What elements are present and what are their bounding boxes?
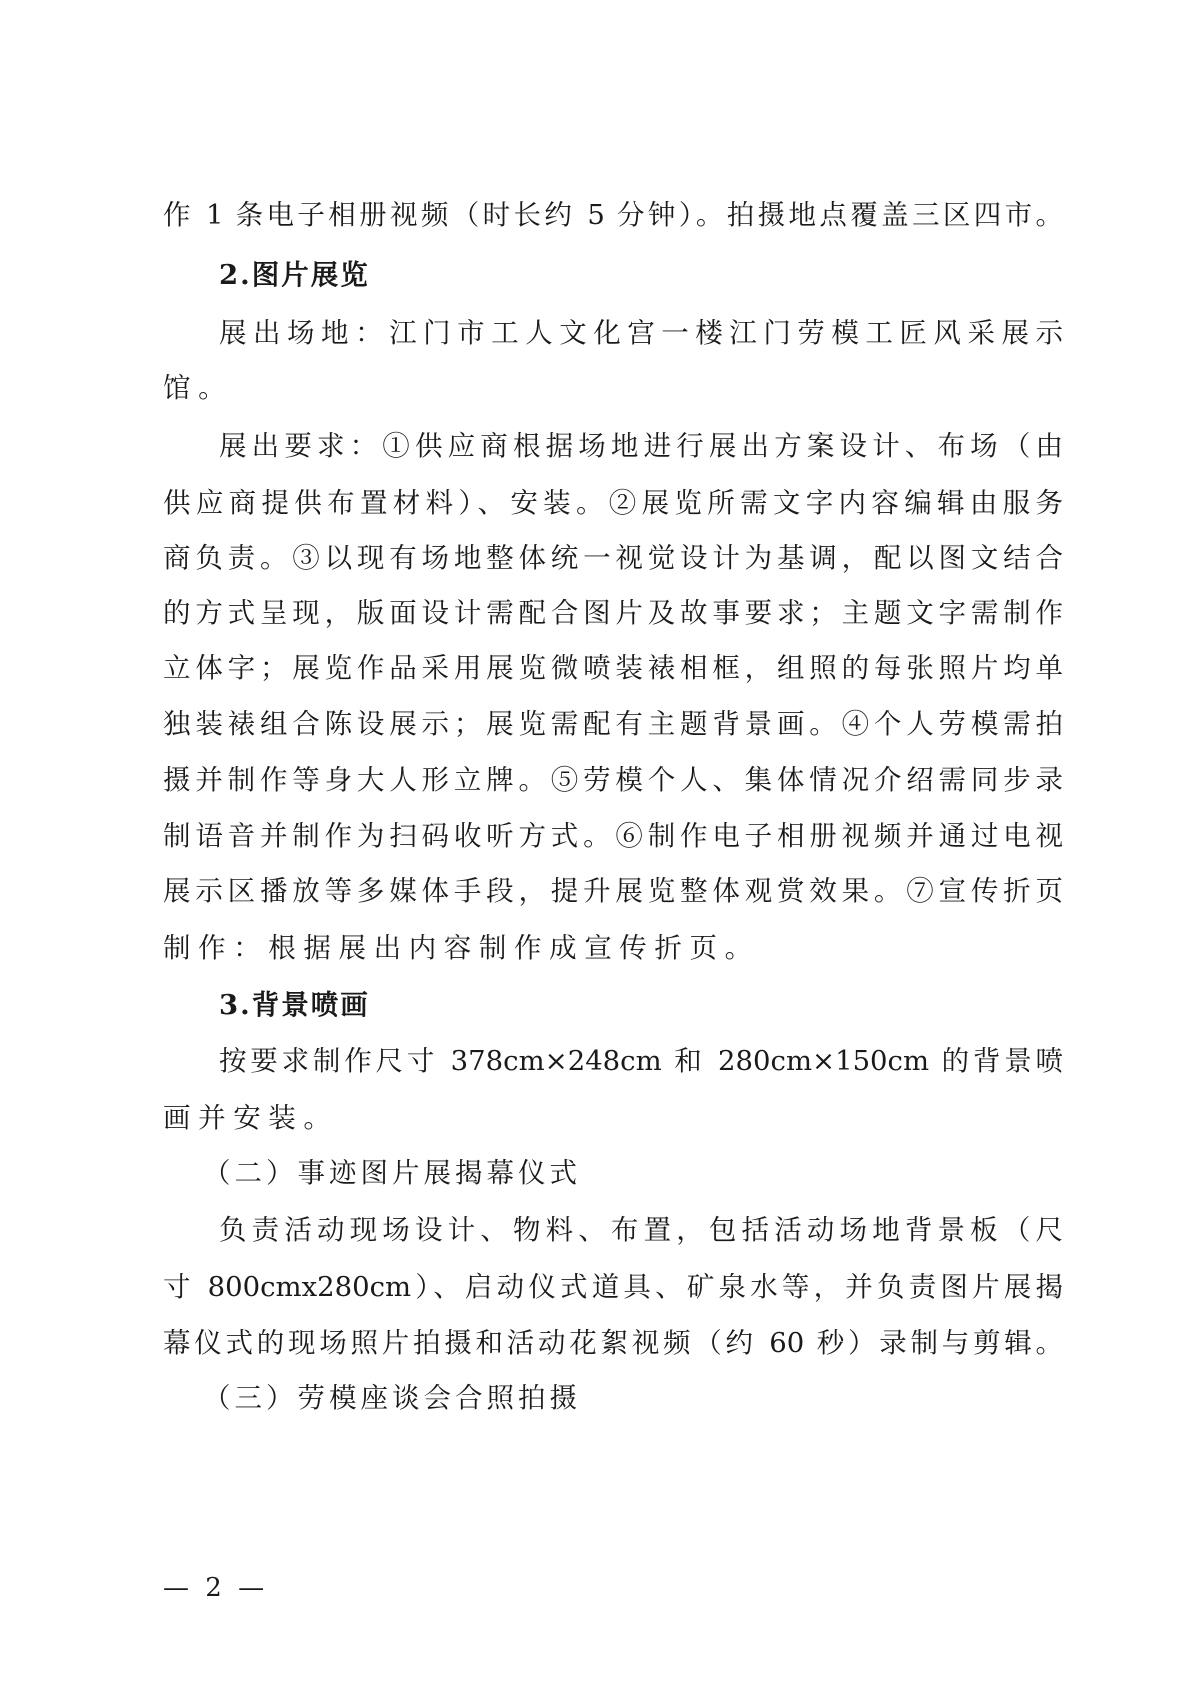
paragraph-line: 制作：根据展出内容制作成宣传折页。 [163, 932, 760, 964]
paragraph-line: 展示区播放等多媒体手段，提升展览整体观赏效果。⑦宣传折页 [163, 875, 1063, 907]
paragraph-line: 按要求制作尺寸 378cm×248cm 和 280cm×150cm 的背景喷 [219, 1045, 1063, 1077]
section-heading: 2.图片展览 [219, 259, 370, 291]
paragraph-line: 作 1 条电子相册视频（时长约 5 分钟）。拍摄地点覆盖三区四市。 [163, 199, 1063, 231]
paragraph-line: 幕仪式的现场照片拍摄和活动花絮视频（约 60 秒）录制与剪辑。 [163, 1327, 1063, 1359]
paragraph-line: 立体字；展览作品采用展览微喷装裱相框，组照的每张照片均单 [163, 652, 1063, 684]
subsection-heading: （三）劳模座谈会合照拍摄 [203, 1382, 581, 1414]
paragraph-line: 馆。 [163, 372, 234, 404]
subsection-heading: （二）事迹图片展揭幕仪式 [203, 1157, 581, 1189]
paragraph-line: 独装裱组合陈设展示；展览需配有主题背景画。④个人劳模需拍 [163, 708, 1063, 740]
paragraph-line: 展出要求：①供应商根据场地进行展出方案设计、布场（由 [219, 430, 1063, 462]
paragraph-line: 摄并制作等身大人形立牌。⑤劳模个人、集体情况介绍需同步录 [163, 764, 1063, 796]
page-number: — 2 — [163, 1573, 269, 1603]
paragraph-line: 负责活动现场设计、物料、布置，包括活动场地背景板（尺 [219, 1214, 1063, 1246]
paragraph-line: 的方式呈现，版面设计需配合图片及故事要求；主题文字需制作 [163, 597, 1063, 629]
paragraph-line: 寸 800cmx280cm）、启动仪式道具、矿泉水等，并负责图片展揭 [163, 1271, 1063, 1303]
paragraph-line: 商负责。③以现有场地整体统一视觉设计为基调，配以图文结合 [163, 542, 1063, 574]
section-heading: 3.背景喷画 [219, 989, 370, 1021]
paragraph-line: 展出场地：江门市工人文化宫一楼江门劳模工匠风采展示 [219, 317, 1063, 349]
paragraph-line: 供应商提供布置材料）、安装。②展览所需文字内容编辑由服务 [163, 487, 1063, 519]
paragraph-line: 制语音并制作为扫码收听方式。⑥制作电子相册视频并通过电视 [163, 820, 1063, 852]
paragraph-line: 画并安装。 [163, 1102, 339, 1134]
